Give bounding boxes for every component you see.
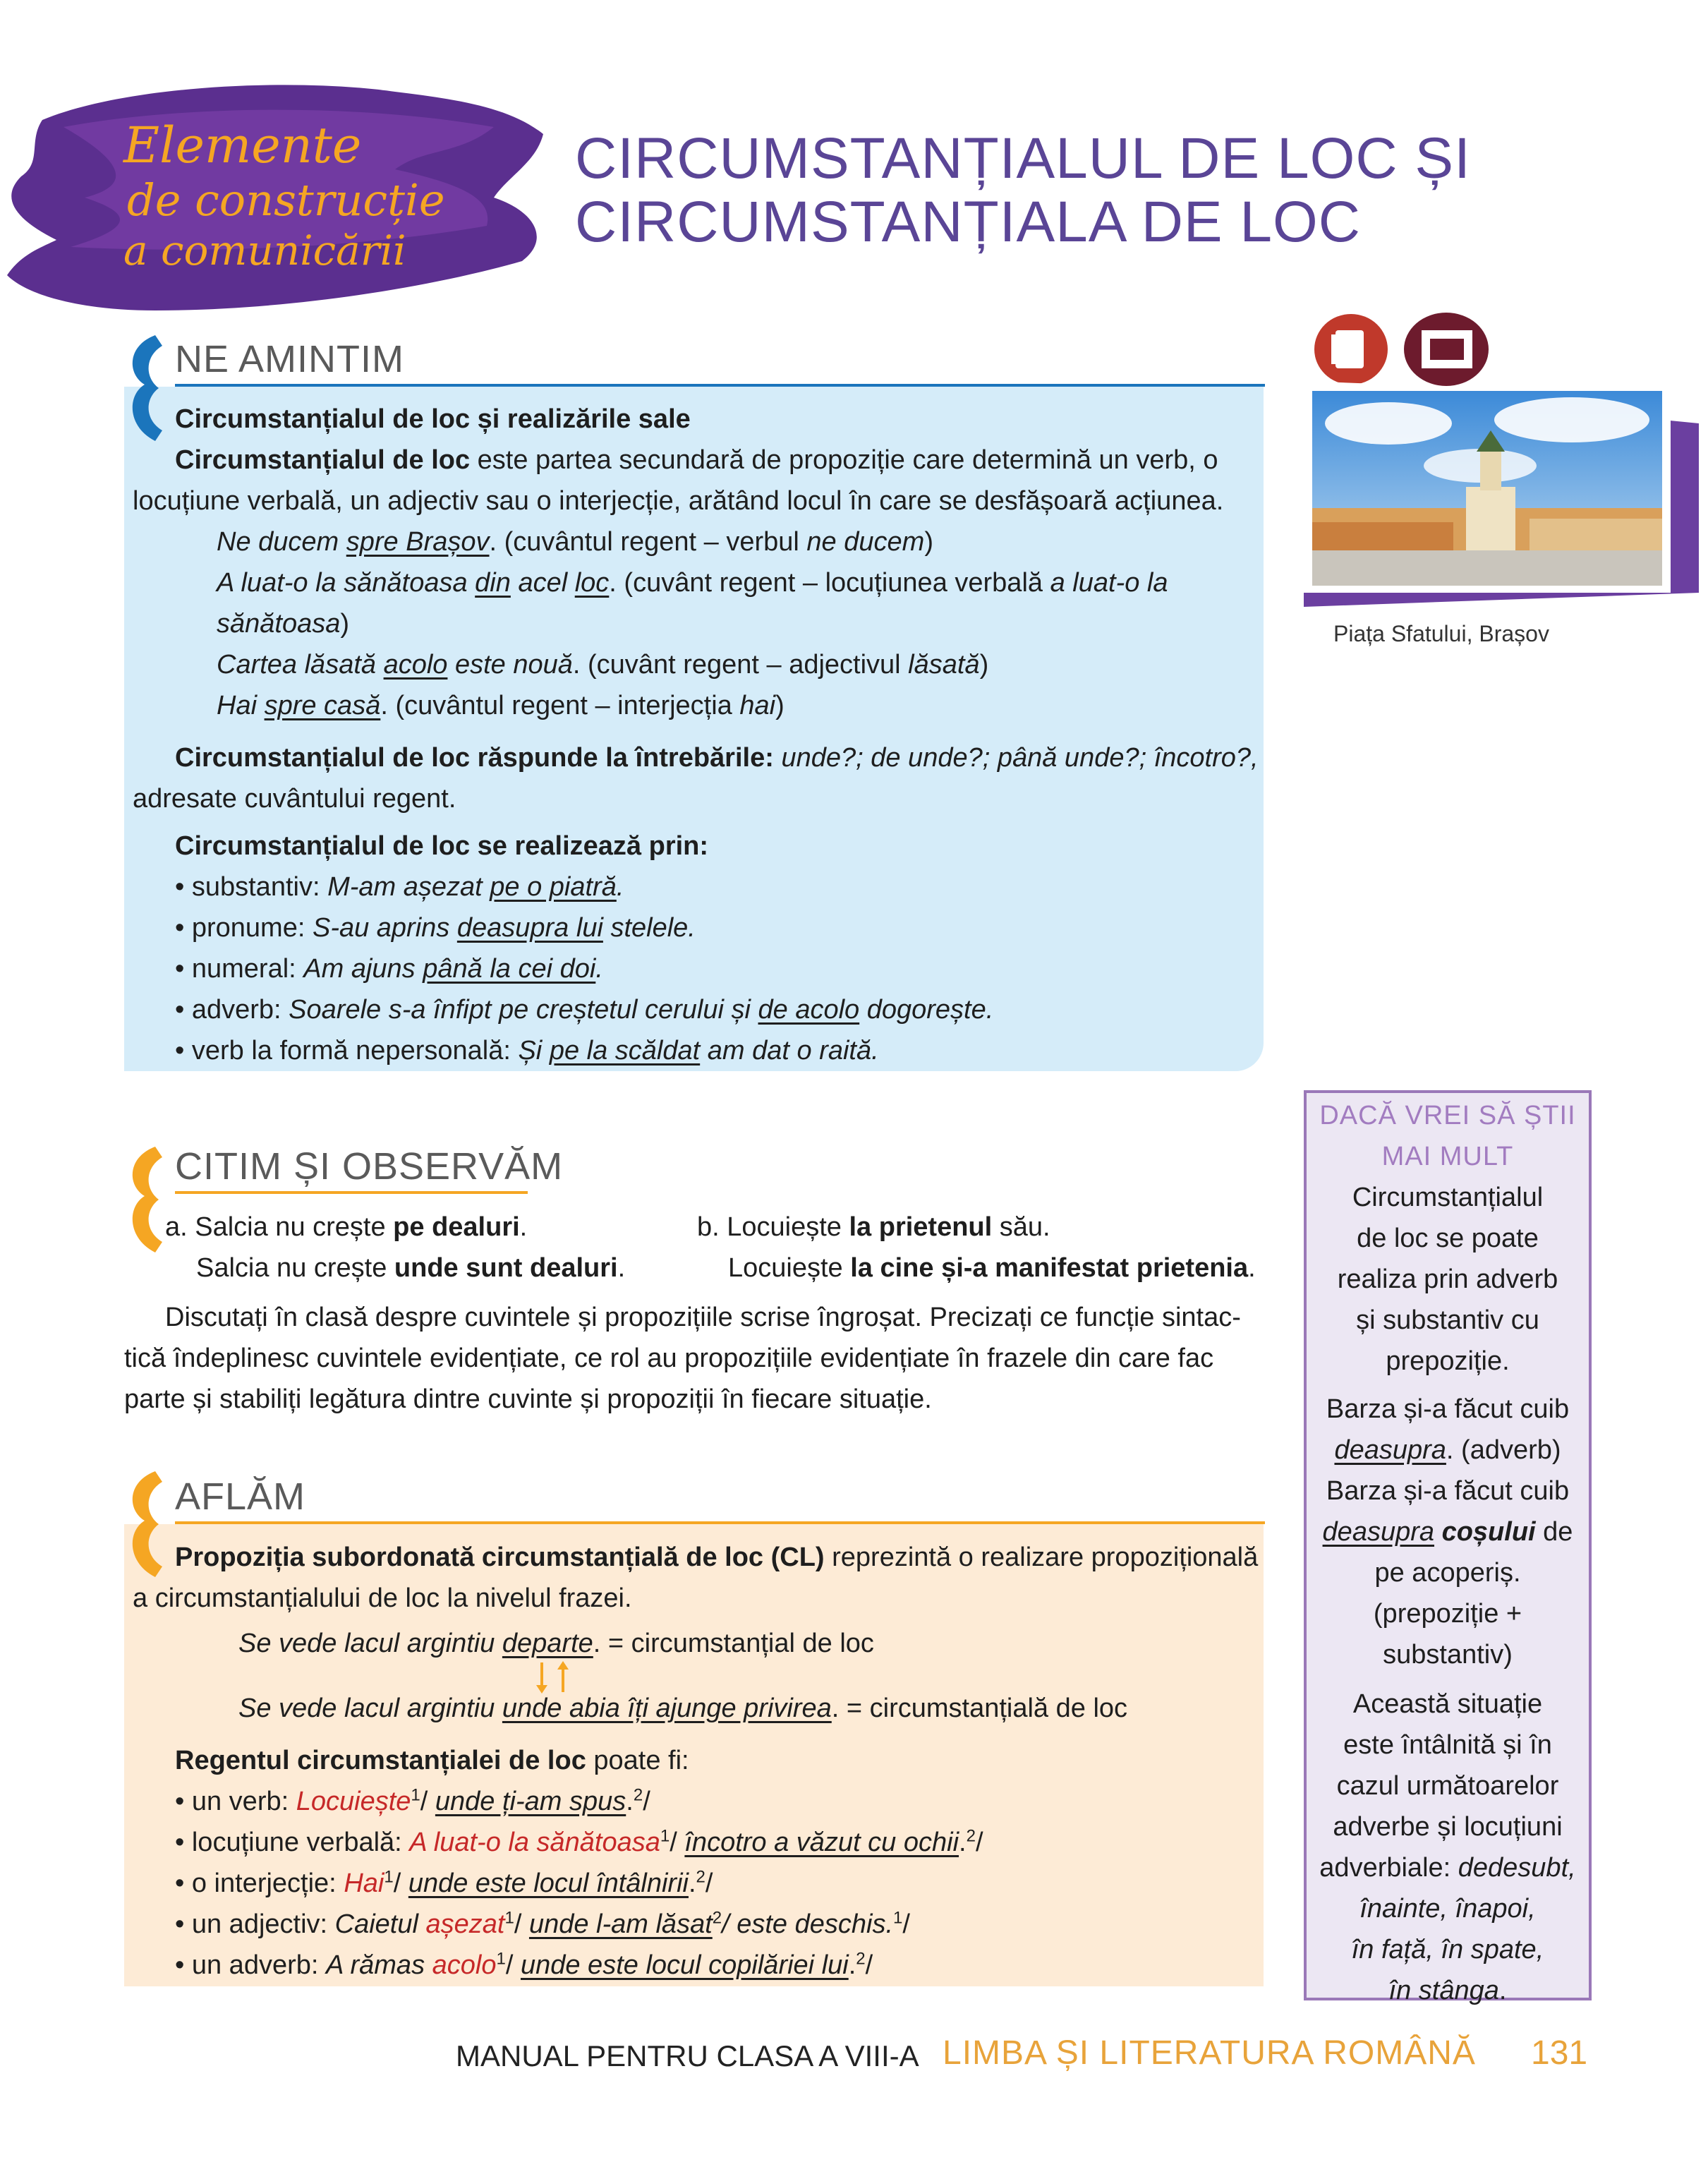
sidebar-text: Barza și-a făcut cuib bbox=[1326, 1476, 1570, 1506]
example-1: Ne ducem spre Brașov. (cuvântul regent – verbul ne ducem) bbox=[217, 527, 933, 557]
heading-underline bbox=[175, 384, 1265, 387]
definition-line-2: locuțiune verbală, un adjectiv sau o interjecție, arătând locul în care se desfășoară acțiunea. bbox=[133, 486, 1224, 516]
section-hook-icon bbox=[120, 1143, 169, 1256]
page-number: 131 bbox=[1531, 2034, 1588, 2072]
task-line-1: Discutați în clasă despre cuvintele și propozițiile scrise îngroșat. Precizați ce funcție sintac- bbox=[165, 1303, 1241, 1332]
regent-verb: • un verb: Locuiește$^1$/ unde ți-am spus.$^2$/ bbox=[175, 1785, 650, 1816]
film-icon bbox=[1404, 313, 1489, 386]
regent-adjectiv: • un adjectiv: Caietul așezat$^1$/ unde l-am lăsat$^2$/ este deschis.$^1$/ bbox=[175, 1908, 910, 1939]
definition-line-1: Circumstanțialul de loc este partea secundară de propoziție care determină un verb, o bbox=[175, 445, 1218, 475]
photo-piata-sfatului bbox=[1304, 381, 1699, 607]
brush-line-2: de construcție bbox=[127, 174, 445, 226]
sidebar-text: înainte, înapoi, bbox=[1359, 1894, 1536, 1924]
brush-line-1: Elemente bbox=[123, 116, 362, 174]
regent-locutiune: • locuțiune verbală: A luat-o la sănătoasa$^1$/ încotro a văzut cu ochii.$^2$/ bbox=[175, 1826, 983, 1857]
sidebar-text: Barza și-a făcut cuib bbox=[1326, 1394, 1570, 1424]
sidebar-text: (prepoziție + bbox=[1373, 1599, 1522, 1629]
sidebar-text: de loc se poate bbox=[1357, 1224, 1539, 1253]
sidebar-text: Circumstanțialul bbox=[1352, 1183, 1544, 1212]
sidebar-text: deasupra coșului de bbox=[1322, 1517, 1573, 1547]
sidebar-text: este întâlnită și în bbox=[1343, 1730, 1552, 1760]
page-title-line-2: CIRCUMSTANȚIALA DE LOC bbox=[575, 190, 1361, 254]
example-a-1: a. Salcia nu crește pe dealuri. bbox=[165, 1212, 528, 1242]
header-brush-logo bbox=[0, 78, 557, 318]
photo-caption: Piața Sfatului, Brașov bbox=[1333, 621, 1549, 646]
sidebar-text: cazul următoarelor bbox=[1336, 1771, 1559, 1801]
heading-underline bbox=[175, 1521, 1265, 1524]
sidebar-text: deasupra. (adverb) bbox=[1334, 1435, 1561, 1465]
realization-verb: • verb la formă nepersonală: Și pe la scăldat am dat o raită. bbox=[175, 1036, 879, 1066]
section-hook-icon bbox=[120, 332, 169, 445]
page-title-line-1: CIRCUMSTANȚIALUL DE LOC ȘI bbox=[575, 126, 1471, 191]
example-2: A luat-o la sănătoasa din acel loc. (cuvânt regent – locuțiunea verbală a luat-o la bbox=[217, 568, 1168, 598]
regent-interjectie: • o interjecție: Hai$^1$/ unde este locul întâlnirii.$^2$/ bbox=[175, 1867, 713, 1898]
sidebar-text: în stânga. bbox=[1388, 1976, 1507, 2005]
example-b-1: b. Locuiește la prietenul său. bbox=[697, 1212, 1050, 1242]
brush-line-3: a comunicării bbox=[123, 227, 406, 274]
task-line-2: tică îndeplinesc cuvintele evidențiate, ce rol au propozițiile evidențiate în frazele din care fac bbox=[124, 1344, 1214, 1373]
sidebar-text: Această situație bbox=[1352, 1689, 1543, 1719]
regent-adverb: • un adverb: A rămas acolo$^1$/ unde este locul copilăriei lui.$^2$/ bbox=[175, 1949, 873, 1980]
example-3: Cartea lăsată acolo este nouă. (cuvânt regent – adjectivul lăsată) bbox=[217, 650, 989, 680]
sidebar-text: adverbiale: dedesubt, bbox=[1319, 1853, 1576, 1883]
sidebar-text: substantiv) bbox=[1383, 1640, 1513, 1670]
sidebar-heading-1: DACĂ VREI SĂ ȘTII bbox=[1319, 1101, 1576, 1130]
questions-line-2: adresate cuvântului regent. bbox=[133, 784, 456, 814]
sidebar-text: și substantiv cu bbox=[1356, 1305, 1539, 1335]
aflam-example-2: Se vede lacul argintiu unde abia îți ajunge privirea. = circumstanțială de loc bbox=[238, 1694, 1128, 1723]
sidebar-text: în față, în spate, bbox=[1351, 1935, 1544, 1964]
citim-heading: CITIM ȘI OBSERVĂM bbox=[175, 1145, 564, 1188]
aflam-heading: AFLĂM bbox=[175, 1475, 306, 1518]
aflam-definition-1: Propoziția subordonată circumstanțială de loc (CL) reprezintă o realizare propozițională bbox=[175, 1543, 1259, 1572]
example-b-2: Locuiește la cine și-a manifestat prietenia. bbox=[728, 1253, 1256, 1283]
heading-underline bbox=[175, 1191, 528, 1194]
realizations-heading: Circumstanțialul de loc se realizează prin: bbox=[175, 831, 709, 861]
ne-amintim-heading: NE AMINTIM bbox=[175, 338, 405, 380]
ne-amintim-subheading: Circumstanțialul de loc și realizările sale bbox=[175, 404, 691, 434]
sidebar-heading-2: MAI MULT bbox=[1381, 1142, 1514, 1171]
media-icons bbox=[1309, 310, 1499, 388]
sidebar-text: prepoziție. bbox=[1386, 1346, 1510, 1376]
aflam-example-1: Se vede lacul argintiu departe. = circumstanțial de loc bbox=[238, 1629, 874, 1658]
questions-line: Circumstanțialul de loc răspunde la întrebările: unde?; de unde?; până unde?; încotro?, bbox=[175, 743, 1259, 773]
section-hook-icon bbox=[120, 1468, 169, 1581]
sidebar-text: adverbe și locuțiuni bbox=[1333, 1812, 1563, 1842]
sidebar-text: pe acoperiș. bbox=[1374, 1558, 1521, 1588]
realization-numeral: • numeral: Am ajuns până la cei doi. bbox=[175, 954, 603, 984]
example-4: Hai spre casă. (cuvântul regent – interjecția hai) bbox=[217, 691, 785, 720]
realization-substantiv: • substantiv: M-am așezat pe o piatră. bbox=[175, 872, 624, 902]
footer-subject-label: LIMBA ȘI LITERATURA ROMÂNĂ bbox=[943, 2034, 1476, 2072]
regent-heading: Regentul circumstanțialei de loc poate fi: bbox=[175, 1746, 689, 1775]
example-2-cont: sănătoasa) bbox=[217, 609, 350, 639]
task-line-3: parte și stabiliți legătura dintre cuvinte și propoziții în fiecare situație. bbox=[124, 1384, 932, 1414]
footer-manual-label: MANUAL PENTRU CLASA A VIII-A bbox=[456, 2039, 919, 2072]
book-icon bbox=[1314, 314, 1388, 385]
aflam-definition-2: a circumstanțialului de loc la nivelul frazei. bbox=[133, 1583, 632, 1613]
realization-pronume: • pronume: S-au aprins deasupra lui stelele. bbox=[175, 913, 696, 943]
example-a-2: Salcia nu crește unde sunt dealuri. bbox=[196, 1253, 626, 1283]
sidebar-text: realiza prin adverb bbox=[1337, 1264, 1558, 1294]
realization-adverb: • adverb: Soarele s-a înfipt pe creștetul cerului și de acolo dogorește. bbox=[175, 995, 994, 1025]
